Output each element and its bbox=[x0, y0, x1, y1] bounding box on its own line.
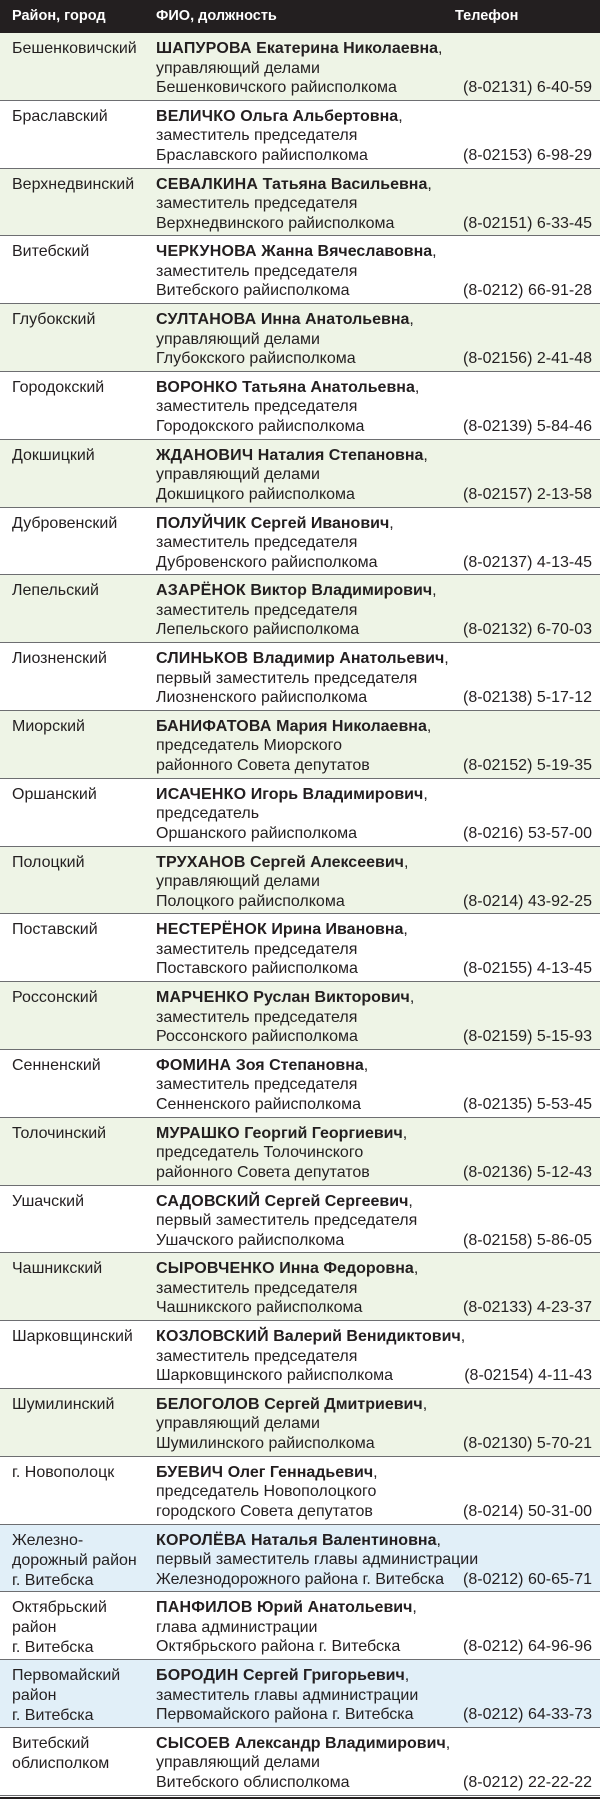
person-surname: СЫСОЕВ bbox=[156, 1734, 231, 1752]
district-cell: Витебский облисполком bbox=[12, 1734, 110, 1772]
person-given-names: Татьяна Анатольевна bbox=[242, 378, 415, 396]
comma: , bbox=[412, 1599, 417, 1617]
phone-cell: (8-02151) 6-33-45 bbox=[463, 214, 592, 232]
header-phone: Телефон bbox=[455, 8, 519, 24]
phone-cell: (8-02158) 5-86-05 bbox=[463, 1231, 592, 1249]
comma: , bbox=[409, 311, 414, 329]
person-position: управляющий делами Шумилинского райисполкома bbox=[156, 1415, 375, 1452]
person-position: первый заместитель председателя Лиозненского райисполкома bbox=[156, 669, 418, 707]
header-district: Район, город bbox=[12, 8, 106, 24]
person-name-line bbox=[156, 378, 596, 398]
comma: , bbox=[402, 1124, 408, 1142]
person-surname: БЕЛОГОЛОВ bbox=[156, 1395, 260, 1413]
phone-cell: (8-02157) 2-13-58 bbox=[463, 485, 592, 503]
person-surname: КОЗЛОВСКИЙ bbox=[156, 1328, 269, 1346]
person-given-names: Екатерина Николаевна bbox=[256, 40, 439, 57]
person-given-names: Александр Владимирович bbox=[234, 1734, 446, 1752]
person-given-names: Инна Федоровна bbox=[279, 1260, 414, 1278]
district-cell: Чашникский bbox=[12, 1260, 103, 1278]
person-name-line bbox=[156, 1463, 596, 1483]
header-name: ФИО, должность bbox=[156, 8, 277, 24]
phone-cell: (8-02152) 5-19-35 bbox=[463, 756, 592, 774]
district-cell: Браславский bbox=[12, 107, 108, 125]
person-given-names: Сергей Дмитриевич bbox=[264, 1395, 423, 1413]
person-name-line bbox=[156, 1531, 596, 1551]
table-row bbox=[0, 1660, 600, 1728]
person-given-names: Инна Анатольевна bbox=[260, 311, 410, 329]
table-row bbox=[0, 169, 600, 237]
person-surname: СЕВАЛКИНА bbox=[156, 175, 259, 193]
comma: , bbox=[436, 1531, 441, 1549]
comma: , bbox=[426, 717, 432, 735]
person-name-line bbox=[156, 39, 596, 59]
person-position: председатель Толочинского районного Совета депутатов bbox=[156, 1144, 370, 1181]
comma: , bbox=[398, 107, 403, 125]
comma: , bbox=[427, 175, 432, 193]
comma: , bbox=[363, 1056, 369, 1074]
district-cell: Сенненский bbox=[12, 1056, 101, 1074]
person-given-names: Жанна Вячеславовна bbox=[261, 243, 433, 261]
district-cell: Железно- дорожный район г. Витебска bbox=[12, 1531, 137, 1589]
district-cell: Городокский bbox=[12, 378, 105, 396]
district-cell: Верхнедвинский bbox=[12, 175, 135, 193]
table-row bbox=[0, 440, 600, 508]
district-cell: Шумилинский bbox=[12, 1395, 115, 1413]
person-position: председатель Миорского районного Совета депутатов bbox=[156, 737, 370, 774]
comma: , bbox=[460, 1328, 466, 1346]
comma: , bbox=[404, 1667, 410, 1685]
phone-cell: (8-0216) 53-57-00 bbox=[463, 824, 592, 842]
table-row bbox=[0, 643, 600, 711]
phone-cell: (8-0212) 64-96-96 bbox=[463, 1638, 592, 1656]
person-given-names: Мария Николаевна bbox=[276, 717, 427, 735]
comma: , bbox=[438, 40, 443, 57]
district-cell: Докшицкий bbox=[12, 446, 95, 464]
person-given-names: Сергей Сергеевич bbox=[264, 1192, 409, 1210]
table-row bbox=[0, 982, 600, 1050]
person-surname: САДОВСКИЙ bbox=[156, 1192, 261, 1210]
person-position: председатель Новополоцкого городского Совета депутатов bbox=[156, 1483, 377, 1520]
person-given-names: Юрий Анатольевич bbox=[257, 1599, 413, 1617]
comma: , bbox=[403, 853, 409, 871]
person-name-line bbox=[156, 1192, 596, 1212]
comma: , bbox=[444, 650, 449, 668]
district-cell: Бешенковичский bbox=[12, 40, 137, 57]
comma: , bbox=[409, 989, 415, 1007]
comma: , bbox=[445, 1734, 451, 1752]
person-surname: ШАПУРОВА bbox=[156, 40, 252, 57]
person-name-line bbox=[156, 175, 596, 195]
table-row bbox=[0, 1457, 600, 1525]
person-surname: ИСАЧЕНКО bbox=[156, 785, 247, 803]
table-row bbox=[0, 847, 600, 915]
phone-cell: (8-02132) 6-70-03 bbox=[463, 621, 592, 639]
phone-cell: (8-02139) 5-84-46 bbox=[463, 417, 592, 435]
comma: , bbox=[432, 243, 437, 261]
table-row bbox=[0, 1118, 600, 1186]
person-surname: КОРОЛЁВА bbox=[156, 1531, 247, 1549]
table-header bbox=[0, 0, 600, 33]
district-cell: Дубровенский bbox=[12, 514, 118, 532]
table-row bbox=[0, 1050, 600, 1118]
phone-cell: (8-0214) 43-92-25 bbox=[463, 892, 592, 910]
person-name-line bbox=[156, 446, 596, 466]
person-name-line bbox=[156, 1056, 596, 1076]
person-name-line bbox=[156, 649, 596, 669]
person-position: заместитель председателя Лепельского райисполкома bbox=[156, 601, 360, 639]
person-given-names: Зоя Степановна bbox=[235, 1056, 364, 1074]
district-cell: Лиозненский bbox=[12, 650, 107, 668]
person-surname: ФОМИНА bbox=[156, 1056, 232, 1074]
phone-cell: (8-0212) 66-91-28 bbox=[463, 282, 592, 300]
person-name-line bbox=[156, 1124, 596, 1144]
person-surname: ПОЛУЙЧИК bbox=[156, 514, 247, 532]
phone-cell: (8-02159) 5-15-93 bbox=[463, 1028, 592, 1046]
person-position: председатель Оршанского райисполкома bbox=[156, 805, 358, 842]
bottom-rule bbox=[0, 1797, 600, 1799]
district-cell: Витебский bbox=[12, 243, 90, 261]
person-given-names: Руслан Викторович bbox=[253, 989, 410, 1007]
phone-cell: (8-0212) 60-65-71 bbox=[463, 1570, 592, 1588]
person-position: заместитель председателя Витебского райисполкома bbox=[156, 262, 358, 300]
person-surname: ЖДАНОВИЧ bbox=[156, 446, 254, 464]
district-cell: Шарковщинский bbox=[12, 1328, 133, 1346]
person-given-names: Валерий Венидиктович bbox=[273, 1328, 461, 1346]
phone-cell: (8-0212) 22-22-22 bbox=[463, 1773, 592, 1791]
district-cell: Толочинский bbox=[12, 1124, 107, 1142]
person-given-names: Олег Геннадьевич bbox=[227, 1463, 374, 1481]
person-surname: ВЕЛИЧКО bbox=[156, 107, 236, 125]
table-row bbox=[0, 1389, 600, 1457]
person-position: управляющий делами Докшицкого райисполкома bbox=[156, 466, 355, 503]
table-body bbox=[0, 33, 600, 1796]
table-row bbox=[0, 372, 600, 440]
person-name-line bbox=[156, 853, 596, 873]
person-name-line bbox=[156, 1327, 596, 1347]
person-position: заместитель председателя Браславского райисполкома bbox=[156, 127, 368, 164]
person-name-line bbox=[156, 310, 596, 330]
phone-cell: (8-02131) 6-40-59 bbox=[463, 79, 592, 96]
person-name-line bbox=[156, 1666, 596, 1686]
person-surname: МАРЧЕНКО bbox=[156, 989, 249, 1007]
district-cell: Оршанский bbox=[12, 785, 97, 803]
phone-cell: (8-0214) 50-31-00 bbox=[463, 1502, 592, 1520]
table-row bbox=[0, 33, 600, 101]
district-cell: Первомайский район г. Витебска bbox=[12, 1667, 121, 1725]
person-given-names: Виктор Владимирович bbox=[250, 582, 433, 600]
person-position: заместитель главы администрации Первомайского района г. Витебска bbox=[156, 1686, 419, 1724]
person-surname: АЗАРЁНОК bbox=[156, 582, 246, 600]
person-surname: ПАНФИЛОВ bbox=[156, 1599, 253, 1617]
person-given-names: Ольга Альбертовна bbox=[240, 107, 399, 125]
person-position: заместитель председателя Шарковщинского райисполкома bbox=[156, 1347, 394, 1385]
phone-cell: (8-02136) 5-12-43 bbox=[463, 1163, 592, 1181]
phone-cell: (8-0212) 64-33-73 bbox=[463, 1706, 592, 1724]
phone-cell: (8-02156) 2-41-48 bbox=[463, 350, 592, 368]
person-given-names: Наталья Валентиновна bbox=[251, 1531, 437, 1549]
person-name-line bbox=[156, 581, 596, 601]
district-cell: Поставский bbox=[12, 921, 98, 939]
comma: , bbox=[408, 1192, 413, 1210]
comma: , bbox=[414, 378, 420, 396]
comma: , bbox=[423, 446, 428, 464]
table-row bbox=[0, 508, 600, 576]
person-position: управляющий делами Витебского облисполкома bbox=[156, 1754, 350, 1791]
table-row bbox=[0, 236, 600, 304]
person-position: заместитель председателя Сенненского райисполкома bbox=[156, 1076, 361, 1113]
person-surname: ЧЕРКУНОВА bbox=[156, 243, 257, 261]
comma: , bbox=[422, 1395, 428, 1413]
table-row bbox=[0, 1186, 600, 1254]
phone-cell: (8-02153) 6-98-29 bbox=[463, 146, 592, 164]
table-row bbox=[0, 1253, 600, 1321]
person-given-names: Ирина Ивановна bbox=[271, 921, 404, 939]
person-position: управляющий делами Полоцкого райисполкома bbox=[156, 873, 345, 910]
person-name-line bbox=[156, 1734, 596, 1754]
comma: , bbox=[403, 921, 408, 939]
person-surname: БУЕВИЧ bbox=[156, 1463, 224, 1481]
person-surname: БАНИФАТОВА bbox=[156, 717, 272, 735]
person-surname: ВОРОНКО bbox=[156, 378, 238, 396]
person-name-line bbox=[156, 920, 596, 940]
person-given-names: Сергей Григорьевич bbox=[242, 1667, 405, 1685]
person-surname: МУРАШКО bbox=[156, 1124, 240, 1142]
person-position: первый заместитель председателя Ушачского райисполкома bbox=[156, 1212, 418, 1249]
person-position: заместитель председателя Россонского райисполкома bbox=[156, 1008, 358, 1046]
person-given-names: Сергей Иванович bbox=[250, 514, 390, 532]
person-surname: СЛИНЬКОВ bbox=[156, 650, 249, 668]
phone-cell: (8-02155) 4-13-45 bbox=[463, 960, 592, 978]
phone-cell: (8-02130) 5-70-21 bbox=[463, 1434, 592, 1452]
person-given-names: Сергей Алексеевич bbox=[250, 853, 404, 871]
table-row bbox=[0, 575, 600, 643]
person-position: глава администрации Октябрьского района г. Витебска bbox=[156, 1618, 401, 1656]
person-position: управляющий делами Бешенковичского райисполкома bbox=[156, 59, 397, 96]
person-position: заместитель председателя Поставского райисполкома bbox=[156, 940, 358, 978]
district-cell: Ушачский bbox=[12, 1192, 85, 1210]
district-cell: Полоцкий bbox=[12, 853, 85, 871]
comma: , bbox=[389, 514, 394, 532]
table-row bbox=[0, 304, 600, 372]
person-given-names: Игорь Владимирович bbox=[250, 785, 424, 803]
table-row bbox=[0, 101, 600, 169]
comma: , bbox=[423, 785, 428, 803]
comma: , bbox=[373, 1463, 378, 1481]
person-name-line bbox=[156, 514, 596, 534]
person-name-line bbox=[156, 1395, 596, 1415]
comma: , bbox=[413, 1260, 419, 1278]
district-cell: г. Новополоцк bbox=[12, 1463, 115, 1481]
person-surname: НЕСТЕРЁНОК bbox=[156, 921, 267, 939]
district-cell: Октябрьский район г. Витебска bbox=[12, 1599, 107, 1657]
person-name-line bbox=[156, 785, 596, 805]
phone-cell: (8-02154) 4-11-43 bbox=[464, 1367, 592, 1385]
person-position: управляющий делами Глубокского райисполкома bbox=[156, 330, 356, 368]
table-row bbox=[0, 914, 600, 982]
phone-cell: (8-02138) 5-17-12 bbox=[463, 689, 592, 707]
district-cell: Лепельский bbox=[12, 582, 99, 600]
district-cell: Миорский bbox=[12, 717, 85, 735]
person-surname: ТРУХАНОВ bbox=[156, 853, 246, 871]
person-name-line bbox=[156, 1259, 596, 1279]
table-row bbox=[0, 779, 600, 847]
person-surname: БОРОДИН bbox=[156, 1667, 239, 1685]
person-name-line bbox=[156, 242, 596, 262]
person-name-line bbox=[156, 988, 596, 1008]
person-position: заместитель председателя Дубровенского райисполкома bbox=[156, 534, 378, 571]
table-row bbox=[0, 1728, 600, 1796]
person-name-line bbox=[156, 717, 596, 737]
person-given-names: Наталия Степановна bbox=[257, 446, 424, 464]
district-cell: Глубокский bbox=[12, 311, 96, 329]
person-given-names: Татьяна Васильевна bbox=[262, 175, 428, 193]
person-name-line bbox=[156, 107, 596, 127]
person-given-names: Владимир Анатольевич bbox=[252, 650, 445, 668]
table-row bbox=[0, 1592, 600, 1660]
person-given-names: Георгий Георгиевич bbox=[244, 1124, 403, 1142]
phone-cell: (8-02135) 5-53-45 bbox=[463, 1095, 592, 1113]
table-row bbox=[0, 711, 600, 779]
person-position: заместитель председателя Чашникского райисполкома bbox=[156, 1279, 363, 1317]
phone-cell: (8-02137) 4-13-45 bbox=[463, 553, 592, 571]
person-position: заместитель председателя Верхнедвинского райисполкома bbox=[156, 195, 395, 232]
phone-cell: (8-02133) 4-23-37 bbox=[463, 1299, 592, 1317]
person-position: первый заместитель главы администрации Железнодорожного района г. Витебска bbox=[156, 1551, 479, 1588]
table-row bbox=[0, 1321, 600, 1389]
person-name-line bbox=[156, 1598, 596, 1618]
person-surname: СУЛТАНОВА bbox=[156, 311, 257, 329]
district-cell: Россонский bbox=[12, 989, 98, 1007]
table-row bbox=[0, 1525, 600, 1593]
person-position: заместитель председателя Городокского райисполкома bbox=[156, 398, 365, 435]
comma: , bbox=[432, 582, 437, 600]
person-surname: СЫРОВЧЕНКО bbox=[156, 1260, 275, 1278]
